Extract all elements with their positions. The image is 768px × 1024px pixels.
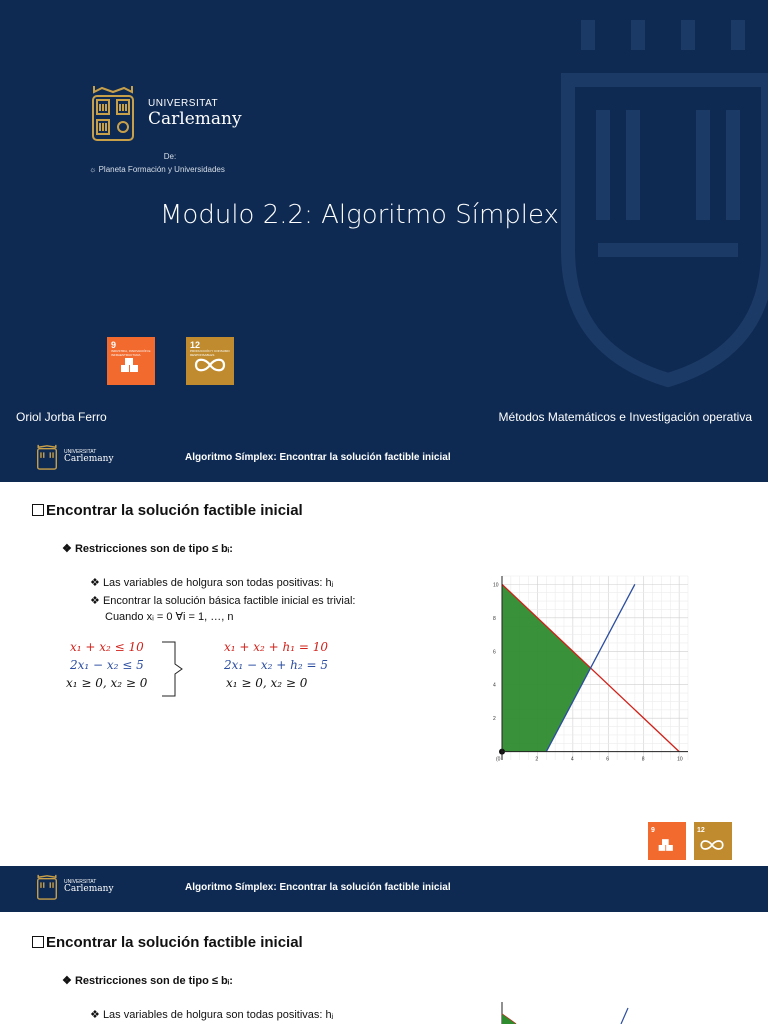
x-tick-label: (0 — [496, 756, 501, 763]
checkbox-bullet-icon — [32, 936, 44, 948]
infinity-icon — [699, 838, 725, 852]
ods-number: 9 — [111, 340, 117, 350]
y-tick-label: 2 — [493, 716, 496, 723]
constraint-right-1: x₁ + x₂ + h₁ = 10 — [224, 640, 329, 654]
bullet-main-text: Restricciones son de tipo ≤ bᵢ: — [74, 543, 233, 555]
checkbox-bullet-icon — [32, 504, 44, 516]
header-title: Algoritmo Símplex: Encontrar la solución factible inicial — [185, 882, 451, 893]
constraint-left-1: x₁ + x₂ ≤ 10 — [70, 640, 144, 654]
planeta-text: Planeta Formación y Universidades — [98, 165, 225, 174]
x-tick-label: 10 — [677, 756, 683, 763]
feasible-region-chart — [486, 570, 692, 776]
section-title — [32, 502, 303, 519]
feasible-region-chart-partial — [486, 1002, 692, 1024]
constraint-right-2: 2x₁ − x₂ + h₂ = 5 — [224, 658, 329, 672]
slide-title: Modulo 2.2: Algoritmo Símplex — [160, 200, 559, 230]
infinity-icon — [193, 357, 227, 373]
de-label: De: — [163, 152, 177, 161]
constraint-right-3: x₁ ≥ 0, x₂ ≥ 0 — [226, 676, 308, 690]
diamond-bullet-icon: ❖ — [90, 577, 100, 589]
carlemany-crest-icon — [90, 84, 136, 144]
bullet-sub1-2 — [90, 1008, 334, 1021]
header-logo — [36, 444, 114, 470]
title-slide — [0, 0, 768, 438]
header-logo — [36, 874, 114, 900]
bullet-main-text: Restricciones son de tipo ≤ bᵢ: — [74, 975, 233, 987]
header-logo-university: UNIVERSITAT — [64, 449, 97, 455]
bullet-sub2 — [90, 594, 355, 607]
crest-watermark-icon — [558, 10, 768, 390]
diamond-bullet-icon: ❖ — [62, 975, 72, 987]
industry-cubes-icon — [119, 357, 143, 373]
industry-cubes-icon — [657, 838, 677, 852]
x-tick-label: 4 — [570, 756, 574, 763]
bullet-main — [62, 542, 233, 555]
course-name: Métodos Matemáticos e Investigación operativa — [498, 410, 752, 424]
logo-name-text: Carlemany — [148, 109, 242, 129]
planeta-label — [89, 165, 225, 174]
ods-text: INDUSTRIA, INNOVACIÓN E INFRAESTRUCTURA — [111, 349, 151, 357]
slide-header-2 — [0, 866, 768, 912]
bullet-sub1-text: Las variables de holgura son todas positivas: hⱼ — [102, 1009, 334, 1021]
x-tick-label: 8 — [641, 756, 645, 763]
ods-number: 12 — [190, 340, 201, 350]
diamond-bullet-icon: ❖ — [90, 1009, 100, 1021]
ods-9-badge-small — [648, 822, 686, 860]
ods-text: PRODUCCIÓN Y CONSUMO RESPONSABLES — [190, 349, 230, 357]
slide-header — [0, 436, 768, 482]
university-logo — [90, 84, 242, 144]
x-tick-label: 2 — [535, 756, 539, 763]
y-tick-label: 6 — [493, 649, 496, 656]
section-title-text: Encontrar la solución factible inicial — [46, 934, 303, 951]
ods-12-badge — [186, 337, 234, 385]
bullet-sub2-cont: Cuando xᵢ = 0 ∀i = 1, …, n — [105, 611, 234, 623]
section-title-2 — [32, 934, 303, 951]
bullet-sub2-text: Encontrar la solución básica factible inicial es trivial: — [102, 595, 356, 607]
x-tick-label: 6 — [606, 756, 610, 763]
header-logo-name: Carlemany — [64, 454, 114, 464]
logo-university-text: UNIVERSITAT — [148, 98, 219, 109]
y-tick-label: 8 — [493, 615, 496, 622]
carlemany-crest-icon — [36, 874, 58, 900]
y-tick-label: 4 — [493, 682, 496, 689]
constraint-left-2: 2x₁ − x₂ ≤ 5 — [70, 658, 144, 672]
bullet-sub1 — [90, 576, 334, 589]
header-logo-name: Carlemany — [64, 884, 114, 894]
right-brace-icon — [160, 640, 200, 698]
carlemany-crest-icon — [36, 444, 58, 470]
ods-9-badge — [107, 337, 155, 385]
section-title-text: Encontrar la solución factible inicial — [46, 502, 303, 519]
diamond-bullet-icon: ❖ — [90, 595, 100, 607]
author-name: Oriol Jorba Ferro — [16, 410, 107, 424]
header-title: Algoritmo Símplex: Encontrar la solución factible inicial — [185, 452, 451, 463]
y-tick-label: 10 — [493, 582, 499, 589]
constraint-left-3: x₁ ≥ 0, x₂ ≥ 0 — [66, 676, 148, 690]
ods-12-badge-small — [694, 822, 732, 860]
ods-number: 9 — [651, 827, 655, 834]
header-logo-university: UNIVERSITAT — [64, 879, 97, 885]
bullet-main-2 — [62, 974, 233, 987]
planeta-icon: ☼ — [89, 165, 97, 174]
bullet-sub1-text: Las variables de holgura son todas positivas: hⱼ — [102, 577, 334, 589]
ods-number: 12 — [697, 827, 705, 834]
diamond-bullet-icon: ❖ — [62, 543, 72, 555]
